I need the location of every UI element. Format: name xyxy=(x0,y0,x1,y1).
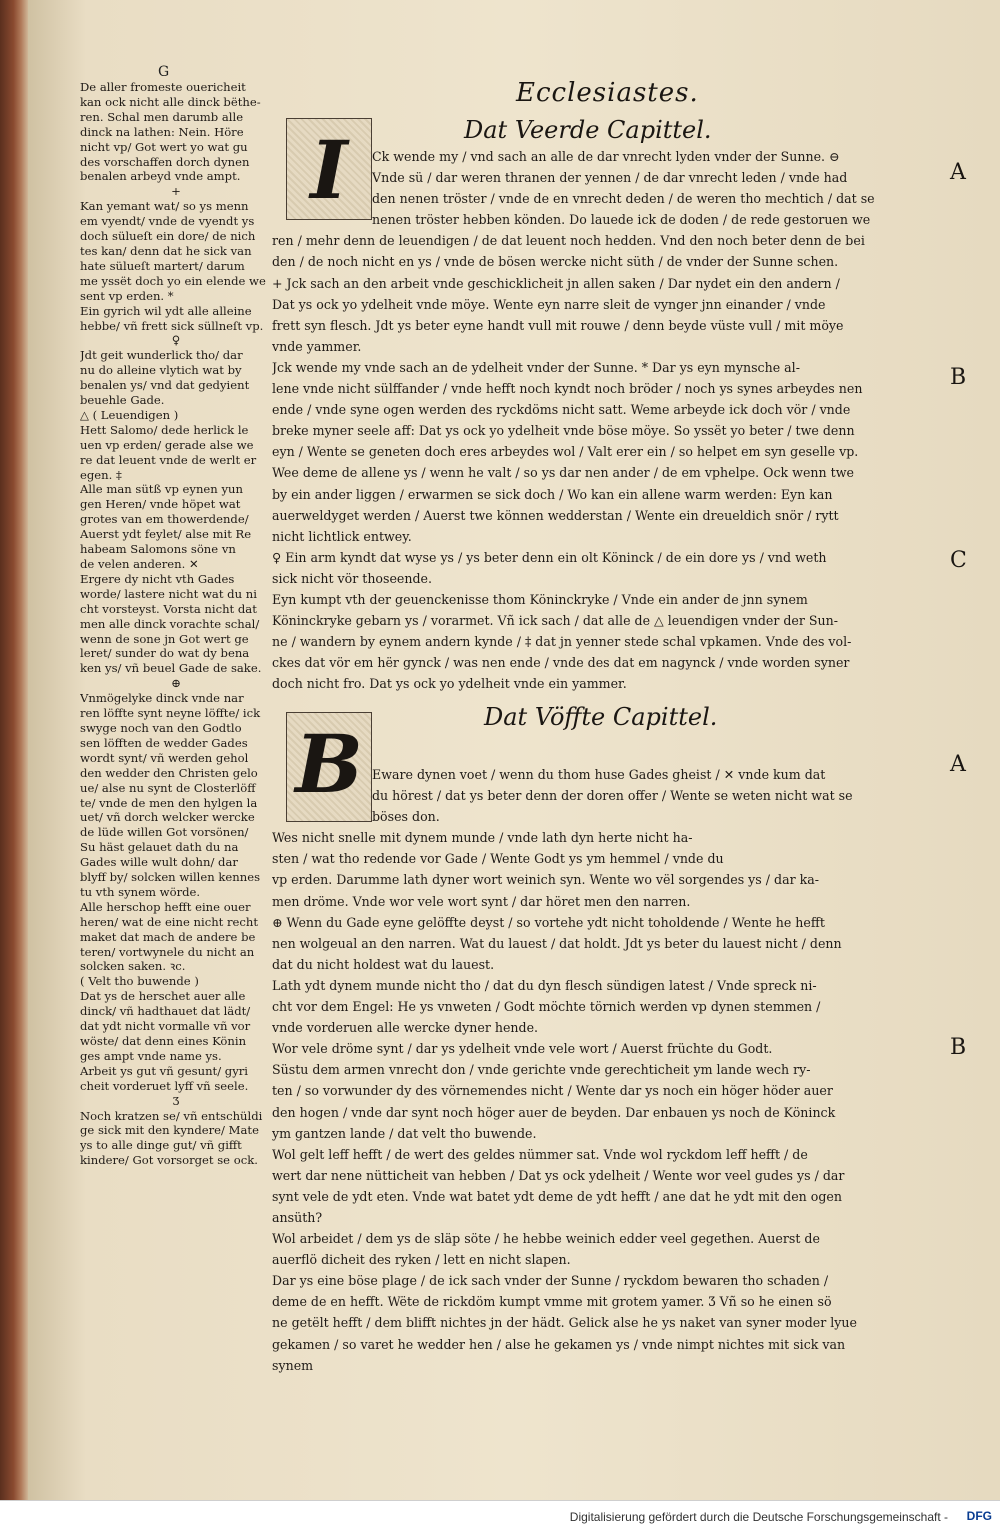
gloss-line: worde/ lastere nicht wat du ni xyxy=(80,586,257,601)
gloss-line: uet/ vñ dorch welcker wercke xyxy=(80,810,255,825)
gloss-line: Gades wille wult dohn/ dar xyxy=(80,855,238,870)
gloss-line: dinck/ vñ hadthauet dat lädt/ xyxy=(80,1004,251,1019)
text-line: dat du nicht holdest wat du lauest. xyxy=(272,956,495,972)
gloss-line: teren/ vortwynele du nicht an xyxy=(80,944,255,959)
gloss-line: nu do alleine vlytich wat by xyxy=(80,363,242,378)
text-line: Lath ydt dynem munde nicht tho / dat du dyn flesch sündigen latest / Vnde spreck ni- xyxy=(272,977,817,993)
gloss-line: wenn de sone jn Got wert ge xyxy=(80,631,249,646)
gloss-line: heren/ wat de eine nicht recht xyxy=(80,914,259,929)
gloss-line: Hett Salomo/ dede herlick le xyxy=(80,422,249,437)
text-line: Vnde sü / dar weren thranen der yennen / de dar vnrecht leden / vnde had xyxy=(372,170,848,186)
gloss-line: ren. Schal men darumb alle xyxy=(80,109,244,124)
gloss-line: grotes van em thowerdende/ xyxy=(80,512,249,527)
text-line: Dar ys eine böse plage / de ick sach vnder der Sunne / ryckdom bewaren tho schaden / xyxy=(272,1273,829,1289)
text-line: synem xyxy=(272,1357,314,1373)
text-line: ♀ Ein arm kyndt dat wyse ys / ys beter denn ein olt Köninck / de ein dore ys / vnd weth xyxy=(272,549,827,565)
text-line: + Jck sach an den arbeit vnde geschicklicheit jn allen saken / Dar nydet ein den andern / xyxy=(272,275,840,291)
text-line: ne getëlt hefft / dem blifft nichtes jn der hädt. Gelick alse he ys naket van syner moder lyue xyxy=(272,1315,857,1331)
text-line: böses don. xyxy=(372,809,440,825)
text-line: ende / vnde syne ogen werden des ryckdöms nicht satt. Weme arbeyde ick doch vör / vnde xyxy=(272,402,851,418)
gloss-line: △ ( Leuendigen ) xyxy=(80,407,179,422)
gloss-line: blyff by/ solcken willen kennes xyxy=(80,870,261,885)
gloss-line: ken ys/ vñ beuel Gade de sake. xyxy=(80,661,262,676)
gloss-line: des vorschaffen dorch dynen xyxy=(80,154,250,169)
text-line: cht vor dem Engel: He ys vnweten / Godt möchte törnich werden vp dynen stemmen / xyxy=(272,999,821,1015)
text-line: ansüth? xyxy=(272,1209,323,1225)
text-line: Jck wende my vnde sach an de ydelheit vnder der Sunne. * Dar ys eyn mynsche al- xyxy=(272,359,800,375)
gloss-line: doch sülueſt ein dore/ de nich xyxy=(80,229,256,244)
gloss-line: leret/ sunder do wat dy bena xyxy=(80,646,250,661)
chapter-4-text xyxy=(272,146,950,694)
gloss-line: ⊕ xyxy=(171,676,181,691)
text-line: Süstu dem armen vnrecht don / vnde gerichte vnde gerechticheit ym lande wech ry- xyxy=(272,1062,811,1078)
text-line: vnde vorderuen alle wercke dyner hende. xyxy=(272,1020,539,1036)
text-line: by ein ander liggen / erwarmen se sick doch / Wo kan ein allene warm werden: Eyn kan xyxy=(272,486,833,502)
funding-credit: Digitalisierung gefördert durch die Deutsche Forschungsgemeinschaft - xyxy=(569,1510,948,1524)
gloss-line: uen vp erden/ gerade alse we xyxy=(80,437,254,452)
gloss-line: Dat ys de herschet auer alle xyxy=(80,989,246,1004)
gloss-line: sent vp erden. * xyxy=(80,288,174,303)
text-line: den nenen tröster / vnde de en vnrecht deden / de weren tho mechtich / dat se xyxy=(372,191,875,207)
gloss-line: cheit vorderuet lyff vñ seele. xyxy=(80,1078,249,1093)
gloss-line: dinck na lathen: Nein. Höre xyxy=(80,124,244,139)
gloss-line: ue/ alse nu synt de Closterlöff xyxy=(80,780,256,795)
chapter-4-heading: Dat Veerde Capittel. xyxy=(464,116,712,144)
initial-letter: I xyxy=(310,123,348,217)
gloss-line: + xyxy=(171,184,181,199)
gloss-line: kindere/ Got vorsorget se ock. xyxy=(80,1153,258,1168)
gloss-line: Vnmögelyke dinck vnde nar xyxy=(80,691,244,706)
gloss-line: de velen anderen. ✕ xyxy=(80,557,199,571)
running-title: Ecclesiastes. xyxy=(516,78,699,108)
gloss-line: Alle man sütß vp eynen yun xyxy=(80,482,243,497)
text-line: sick nicht vör thoseende. xyxy=(272,570,433,586)
book-spine xyxy=(0,0,30,1500)
gloss-line: me yssët doch yo ein elende we xyxy=(80,273,266,288)
gloss-line: De aller fromeste ouericheit xyxy=(80,80,246,94)
gloss-line: men alle dinck vorachte schal/ xyxy=(80,616,260,631)
margin-letter: B xyxy=(950,1035,967,1060)
gloss-line: wordt synt/ vñ werden gehol xyxy=(80,750,249,765)
text-line: Köninckryke gebarn ys / vorarmet. Vñ ick sach / dat alle de △ leuendigen vnder der Sun- xyxy=(272,613,839,629)
text-line: ren / mehr denn de leuendigen / de dat leuent noch hedden. Vnd den noch beter denn de bei xyxy=(272,233,865,249)
gloss-line: wöste/ dat denn eines Könin xyxy=(80,1034,247,1048)
gloss-line: ( Velt tho buwende ) xyxy=(80,974,199,989)
gloss-line: swyge noch van den Godtlo xyxy=(80,720,242,735)
gloss-line: hate sülueſt martert/ darum xyxy=(80,258,245,273)
text-line: frett syn flesch. Jdt ys beter eyne handt vull mit rouwe / denn beyde vüste vull / mit möye xyxy=(272,317,844,333)
text-line: ten / so vorwunder dy des vörnemendes nicht / Wente dar ys noch ein höger höder auer xyxy=(272,1083,833,1099)
text-line: Wol gelt leff hefft / de wert des geldes nümmer sat. Vnde wol ryckdom leff hefft / de xyxy=(272,1146,808,1162)
text-line: gekamen / so varet he wedder hen / alse he gekamen ys / vnde nimpt nichtes mit sick van xyxy=(272,1336,846,1352)
gloss-line: egen. ‡ xyxy=(80,467,122,482)
text-line: Wes nicht snelle mit dynem munde / vnde lath dyn herte nicht ha- xyxy=(272,830,693,846)
gloss-line: te/ vnde de men den hylgen la xyxy=(80,795,258,810)
gloss-line: benalen arbeyd vnde ampt. xyxy=(80,169,241,184)
margin-letter: A xyxy=(950,752,966,777)
dfg-logo: DFG xyxy=(966,1509,992,1523)
gloss-line: den wedder den Christen gelo xyxy=(80,765,258,780)
gloss-line: tes kan/ denn dat he sick van xyxy=(80,243,252,258)
gloss-line: ge sick mit den kyndere/ Mate xyxy=(80,1123,259,1138)
gloss-line: Alle herschop hefft eine ouer xyxy=(80,899,251,914)
gloss-line: dat ydt nicht vormalle vñ vor xyxy=(80,1019,251,1034)
gloss-line: Ein gyrich wil ydt alle alleine xyxy=(80,303,252,318)
margin-letter: A xyxy=(950,160,966,185)
gloss-line: solcken saken. ꝛc. xyxy=(80,959,186,974)
text-line: Wol arbeidet / dem ys de släp söte / he hebbe weinich edder veel gegethen. Auerst de xyxy=(272,1231,820,1247)
text-line: ne / wandern by eynem andern kynde / ‡ dat jn yenner stede schal vpkamen. Vnde des vol- xyxy=(272,634,852,650)
text-line: men dröme. Vnde wor vele wort synt / dar höret men den narren. xyxy=(272,893,691,909)
text-line: auerflö dicheit des ryken / lett en nicht slapen. xyxy=(272,1252,571,1268)
margin-letter: B xyxy=(950,365,967,390)
gloss-line: ren löffte synt neyne löffte/ ick xyxy=(80,706,261,721)
text-line: auerweldyget werden / Auerst twe können wedderstan / Wente ein dreueldich snör / rytt xyxy=(272,507,839,523)
text-line: Eyn kumpt vth der geuenckenisse thom Köninckryke / Vnde ein ander de jnn synem xyxy=(272,591,808,607)
chapter-5-heading: Dat Vöffte Capittel. xyxy=(484,703,718,731)
gloss-line: tu vth synem wörde. xyxy=(80,884,201,899)
gloss-line: Auerst ydt feylet/ alse mit Re xyxy=(80,527,252,542)
text-line: vp erden. Darumme lath dyner wort weinich syn. Wente wo vël sorgendes ys / dar ka- xyxy=(272,872,819,888)
gloss-line: Su häst gelauet dath du na xyxy=(80,840,239,855)
text-line: Wor vele dröme synt / dar ys ydelheit vnde vele wort / Auerst früchte du Godt. xyxy=(272,1041,773,1057)
text-line: deme de en hefft. Wëte de rickdöm kumpt vmme mit grotem yamer. Ʒ Vñ so he einen sö xyxy=(272,1294,832,1310)
text-line: sten / wat tho redende vor Gade / Wente Godt ys ym hemmel / vnde du xyxy=(272,851,724,867)
text-line: Dat ys ock yo ydelheit vnde möye. Wente eyn narre sleit de vynger jnn einander / vnde xyxy=(272,296,826,312)
gloss-line: Kan yemant wat/ so ys menn xyxy=(80,199,249,214)
footer-bar xyxy=(0,1500,1000,1535)
gloss-line: Arbeit ys gut vñ gesunt/ gyri xyxy=(80,1063,249,1078)
text-line: du hörest / dat ys beter denn der doren offer / Wente se weten nicht wat se xyxy=(372,788,853,804)
text-line: wert dar nene nütticheit van hebben / Dat ys ock ydelheit / Wente wor veel gudes ys / dar xyxy=(272,1167,845,1183)
text-line: lene vnde nicht sülffander / vnde hefft noch kyndt noch bröder / noch ys synes arbeydes nen xyxy=(272,381,863,397)
gloss-line: nicht vp/ Got wert yo wat gu xyxy=(80,139,248,154)
gloss-line: ys to alle dinge gut/ vñ gifft xyxy=(80,1138,242,1153)
text-line: breke myner seele aff: Dat ys ock yo ydelheit vnde böse möye. So yssët yo beter / twe denn xyxy=(272,423,855,439)
text-line: nen wolgeual an den narren. Wat du lauest / dat holdt. Jdt ys beter du lauest nicht / denn xyxy=(272,935,842,951)
gloss-line: kan ock nicht alle dinck bëthe- xyxy=(80,94,261,109)
initial-letter: B xyxy=(295,717,363,811)
text-line: Wee deme de allene ys / wenn he valt / so ys dar nen ander / de em vphelpe. Ock wenn twe xyxy=(272,465,854,481)
gloss-line: beuehle Gade. xyxy=(80,393,165,408)
gloss-line: sen löfften de wedder Gades xyxy=(80,735,248,750)
text-line: ym gantzen lande / dat velt tho buwende. xyxy=(272,1125,537,1141)
text-line: doch nicht fro. Dat ys ock yo ydelheit vnde ein yammer. xyxy=(272,676,627,692)
gloss-line: Ʒ xyxy=(172,1093,180,1108)
gloss-line: Ergere dy nicht vth Gades xyxy=(80,571,235,586)
marginal-gloss xyxy=(80,80,272,1168)
text-line: den hogen / vnde dar synt noch höger auer de beyden. Dar enbauen ys noch de Köninck xyxy=(272,1104,836,1120)
gloss-line: re dat leuent vnde de werlt er xyxy=(80,452,257,467)
text-line: ⊕ Wenn du Gade eyne gelöffte deyst / so vortehe ydt nicht toholdende / Wente he hefft xyxy=(272,914,825,930)
gloss-line: habeam Salomons söne vn xyxy=(80,542,236,557)
gloss-line: hebbe/ vñ frett sick süllneſt vp. xyxy=(80,318,264,333)
text-line: den / de noch nicht en ys / vnde de bösen wercke nicht süth / de vnder der Sunne schen. xyxy=(272,254,839,270)
gloss-line: de lüde willen Got vorsönen/ xyxy=(80,825,249,840)
gloss-line: gen Heren/ vnde höpet wat xyxy=(80,497,241,512)
gloss-line: Noch kratzen se/ vñ entschüldi xyxy=(80,1108,263,1123)
margin-letter: C xyxy=(950,548,967,573)
text-line: ckes dat vör em hër gynck / was nen ende / vnde des dat em nagynck / vnde worden syner xyxy=(272,655,850,671)
chapter-5-text xyxy=(272,764,950,1376)
gloss-line: ♀ xyxy=(171,333,181,348)
folio-signature: G xyxy=(158,64,170,80)
gloss-line: ges ampt vnde name ys. xyxy=(80,1048,222,1063)
text-line: vnde yammer. xyxy=(272,338,362,354)
text-line: nicht lichtlick entwey. xyxy=(272,528,412,544)
text-line: Eware dynen voet / wenn du thom huse Gades gheist / ✕ vnde kum dat xyxy=(372,767,826,782)
text-line: nenen tröster hebben könden. Do lauede ick de doden / de rede gestoruen we xyxy=(372,212,871,228)
gloss-line: cht vorsteyst. Vorsta nicht dat xyxy=(80,601,257,616)
gloss-line: Jdt geit wunderlick tho/ dar xyxy=(80,348,243,363)
gloss-line: em vyendt/ vnde de vyendt ys xyxy=(80,214,255,229)
gloss-line: benalen ys/ vnd dat gedyient xyxy=(80,378,250,393)
text-line: Ck wende my / vnd sach an alle de dar vnrecht lyden vnder der Sunne. ⊖ xyxy=(372,149,840,164)
gloss-line: maket dat mach de andere be xyxy=(80,929,256,944)
text-line: eyn / Wente se geneten doch eres arbeydes wol / Valt erer ein / so helpet em syn geselle vp. xyxy=(272,444,859,460)
text-line: synt vele de ydt eten. Vnde wat batet ydt deme de ydt hefft / ane dat he ydt mit den ogen xyxy=(272,1188,842,1204)
